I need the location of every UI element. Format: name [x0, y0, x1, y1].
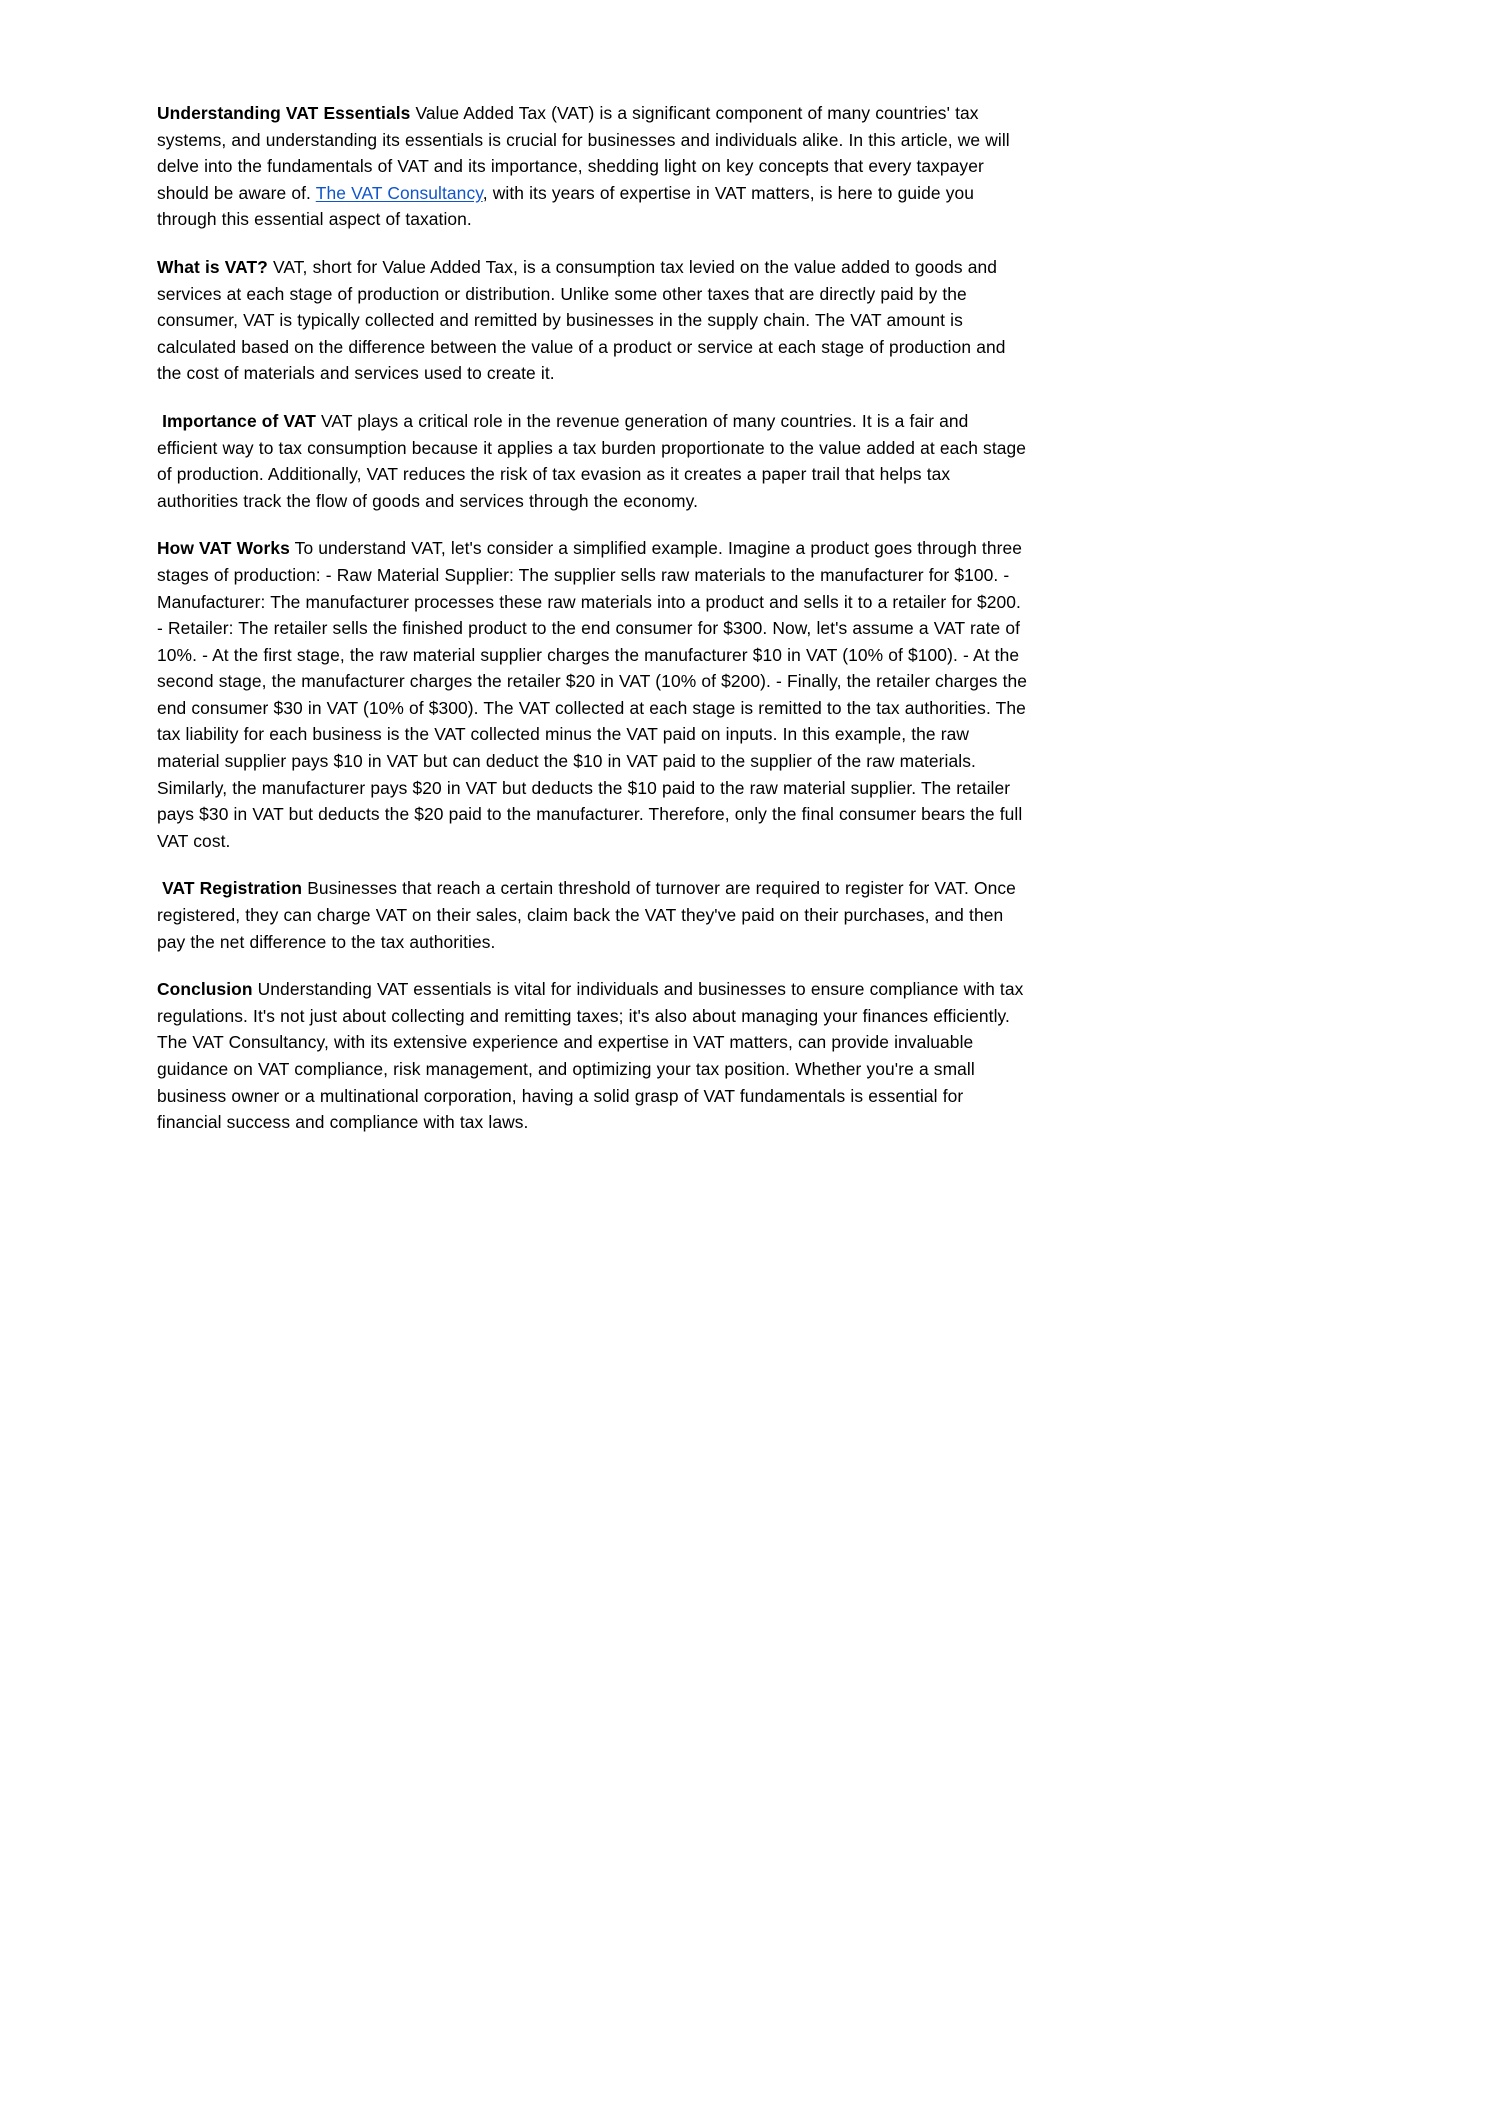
paragraph-lead-how-vat-works: How VAT Works: [157, 538, 290, 559]
paragraph-text-intro-before-link: Value Added Tax (VAT) is a significant component of many countries' tax systems, and understanding its essentials is crucial for businesses and individuals alike. In this article, we will delve into the fundamentals of VAT and its importance, shedding light on key concepts that every taxpayer should be aware of.: [157, 103, 1015, 203]
paragraph-conclusion: [157, 976, 1029, 1136]
paragraph-vat-registration: [157, 875, 1029, 955]
paragraph-text-conclusion: Understanding VAT essentials is vital for individuals and businesses to ensure compliance with tax regulations. It's not just about collecting and remitting taxes; it's also about managing your finances efficiently. The VAT Consultancy, with its extensive experience and expertise in VAT matters, can provide invaluable guidance on VAT compliance, risk management, and optimizing your tax position. Whether you're a small business owner or a multinational corporation, having a solid grasp of VAT fundamentals is essential for financial success and compliance with tax laws.: [157, 979, 1029, 1133]
paragraph-text-what-is-vat: VAT, short for Value Added Tax, is a consumption tax levied on the value added to goods and services at each stage of production or distribution. Unlike some other taxes that are directly paid by the consumer, VAT is typically collected and remitted by businesses in the supply chain. The VAT amount is calculated based on the difference between the value of a product or service at each stage of production and the cost of materials and services used to create it.: [157, 256, 1011, 384]
document-body: [157, 100, 1033, 1136]
paragraph-text-importance-of-vat: VAT plays a critical role in the revenue generation of many countries. It is a fair and efficient way to tax consumption because it applies a tax burden proportionate to the value added at each stage of production. Additionally, VAT reduces the risk of tax evasion as it creates a paper trail that helps tax authorities track the flow of goods and services through the economy.: [157, 410, 1032, 511]
paragraph-lead-vat-registration: VAT Registration: [162, 878, 303, 899]
paragraph-lead-intro: Understanding VAT Essentials: [157, 103, 411, 123]
paragraph-how-vat-works: [157, 535, 1033, 854]
paragraph-text-vat-registration: Businesses that reach a certain threshold of turnover are required to register for VAT. Once registered, they can charge VAT on their sales, claim back the VAT they've paid on their purchases, and then pay the net difference to the tax authorities.: [157, 878, 1022, 952]
paragraph-importance-of-vat: [157, 408, 1032, 514]
paragraph-intro: [157, 100, 1029, 233]
paragraph-text-intro-after-link: , with its years of expertise in VAT matters, is here to guide you through this essential aspect of taxation.: [157, 182, 980, 230]
paragraph-lead-importance-of-vat: Importance of VAT: [162, 410, 316, 431]
paragraph-text-how-vat-works: To understand VAT, let's consider a simplified example. Imagine a product goes through three stages of production: - Raw Material Supplier: The supplier sells raw materials to the manufacturer for $100. - Manufacturer: The manufacturer processes these raw materials into a product and sells it to a retailer for $200. - Retailer: The retailer sells the finished product to the end consumer for $300. Now, let's assume a VAT rate of 10%. - At the first stage, the raw material supplier charges the manufacturer $10 in VAT (10% of $100). - At the second stage, the manufacturer charges the retailer $20 in VAT (10% of $200). - Finally, the retailer charges the end consumer $30 in VAT (10% of $300). The VAT collected at each stage is remitted to the tax authorities. The tax liability for each business is the VAT collected minus the VAT paid on inputs. In this example, the raw material supplier pays $10 in VAT but can deduct the $10 in VAT paid to the supplier of the raw materials. Similarly, the manufacturer pays $20 in VAT but deducts the $10 paid to the raw material supplier. The retailer pays $30 in VAT but deducts the $20 paid to the manufacturer. Therefore, only the final consumer bears the full VAT cost.: [157, 538, 1033, 851]
the-vat-consultancy-link[interactable]: The VAT Consultancy: [315, 182, 483, 203]
paragraph-lead-what-is-vat: What is VAT?: [157, 256, 268, 277]
paragraph-what-is-vat: [157, 254, 1029, 387]
paragraph-lead-conclusion: Conclusion: [157, 979, 253, 1000]
